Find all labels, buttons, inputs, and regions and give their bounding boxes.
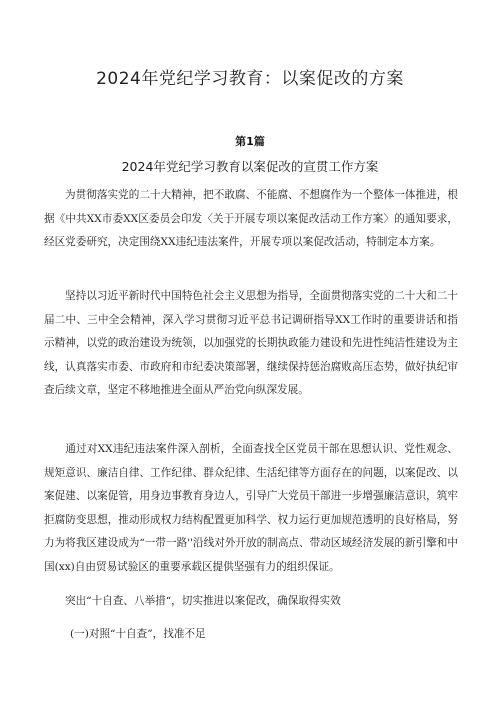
chapter-label: 第1篇 [235,135,265,148]
paragraph-text: 为贯彻落实党的二十大精神，把不敢腐、不能腐、不想腐作为一个整体一体推进，根据《中共XX市委XX区委员会印发〈关于开展专项以案促改活动工作方案〉的通知要求，经区党委研究，决定围绕XX违纪违法案件，开展专项以案促改活动，特制定本方案。 [44,189,458,248]
paragraph-purpose [44,184,458,255]
paragraph-guiding-ideology [44,285,458,403]
paragraph-objectives [44,438,458,579]
document-title: 2024年党纪学习教育：以案促改的方案 [96,69,404,89]
subheading-measures: 突出“十自查、八举措“，切实推进以案促改，确保取得实效 [65,595,341,607]
subheading-self-check: (一)对照“十自查”，找准不足 [70,628,206,640]
paragraph-text: 坚持以习近平新时代中国特色社会主义思想为指导，全面贯彻落实党的二十大和二十届二中、三中全会精神，深入学习贯彻习近平总书记调研指导XX工作时的重要讲话和指示精神，以党的政治建设为统领，以加强党的长期执政能力建设和先进性纯洁性建设为主线，认真落实市委、市政府和市纪委决策部署，继续保持惩治腐败高压态势，做好执纪审查后续文章，坚定不移地推进全面从严治党向纵深发展。 [44,290,458,396]
paragraph-text: 通过对XX违纪违法案件深入剖析，全面查找全区党员干部在思想认识、党性观念、规矩意识、廉洁自律、工作纪律、群众纪律、生活纪律等方面存在的问题，以案促改、以案促建、以案促管，用身边事教育身边人，引导广大党员干部进一步增强廉洁意识，筑牢拒腐防变思想，推动形成权力结构配置更加科学、权力运行更加规范透明的良好格局，努力为将我区建设成为“一带一路''沿线对外开放的制高点、带动区域经济发展的新引擎和中国(xx)自由贸易试验区的重要承载区提供坚强有力的组织保证。 [44,443,458,573]
section-title: 2024年党纪学习教育以案促改的宣贯工作方案 [121,159,379,174]
